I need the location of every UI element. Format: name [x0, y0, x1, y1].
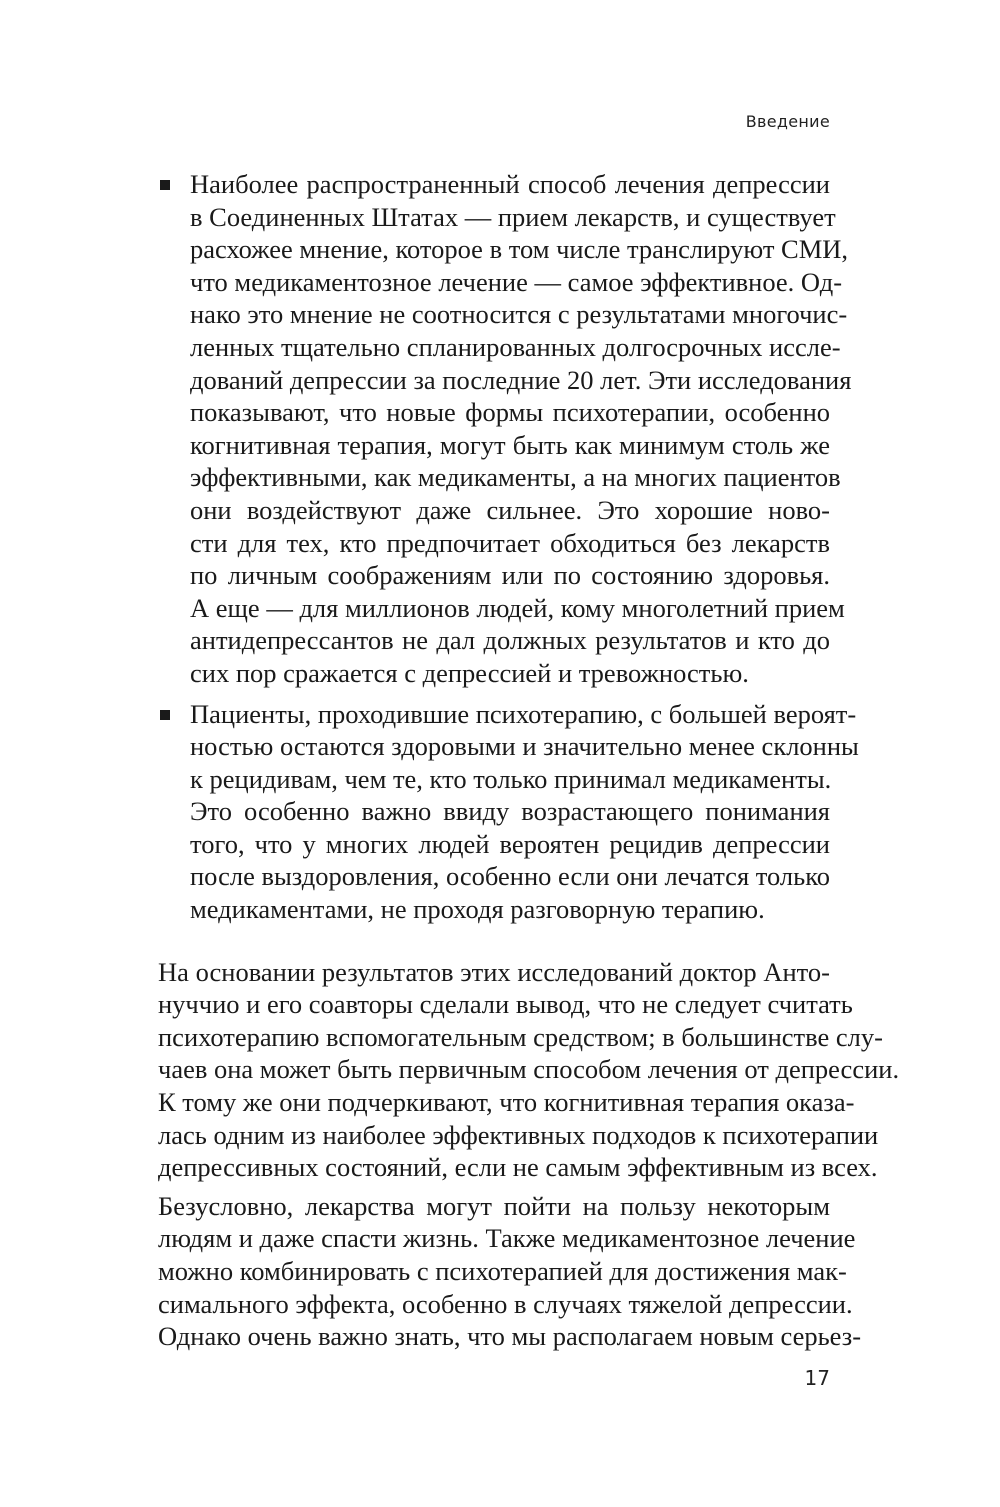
running-header: Введение [745, 112, 830, 131]
text-line: в Соединенных Штатах — прием лекарств, и существует [190, 201, 836, 232]
text-line: дований депрессии за последние 20 лет. Эти исследования [190, 364, 852, 395]
text-line: А еще — для миллионов людей, кому многолетний прием [190, 592, 845, 623]
text-line: когнитивная терапия, могут быть как минимум столь же [190, 429, 830, 460]
text-line: нако это мнение не соотносится с результатами многочис- [190, 299, 848, 330]
bullet-item-2 [158, 698, 859, 926]
text-line: медикаментами, не проходя разговорную терапию. [190, 894, 765, 925]
text-line: Пациенты, проходившие психотерапию, с большей вероят- [190, 698, 857, 729]
text-line: эффективными, как медикаменты, а на многих пациентов [190, 462, 841, 493]
text-line: Это особенно важно ввиду возрастающего понимания [190, 796, 830, 827]
page-body [158, 168, 900, 1353]
text-line: Наиболее распространенный способ лечения депрессии [190, 169, 830, 199]
text-line: нуччио и его соавторы сделали вывод, что не следует считать [158, 989, 853, 1020]
bullet-text [190, 698, 859, 926]
page-number: 17 [804, 1366, 830, 1390]
text-line: антидепрессантов не дал должных результатов и кто до [190, 625, 830, 656]
text-line: сих пор сражается с депрессией и тревожностью. [190, 657, 749, 688]
bullet-item-1 [158, 168, 852, 690]
text-line: симального эффекта, особенно в случаях тяжелой депрессии. [158, 1288, 853, 1319]
text-line: ностью остаются здоровыми и значительно менее склонны [190, 731, 859, 762]
text-line: можно комбинировать с психотерапией для достижения мак- [158, 1256, 847, 1286]
text-line: ленных тщательно спланированных долгосрочных иссле- [190, 331, 841, 362]
text-line: чаев она может быть первичным способом лечения от депрессии. [158, 1054, 900, 1085]
bullet-list [158, 168, 859, 926]
text-line: лась одним из наиболее эффективных подходов к психотерапии [158, 1119, 879, 1150]
text-line: они воздействуют даже сильнее. Это хорошие ново- [190, 494, 830, 525]
text-line: к рецидивам, чем те, кто только принимал медикаменты. [190, 763, 832, 794]
text-line: людям и даже спасти жизнь. Также медикаментозное лечение [158, 1223, 856, 1254]
text-line: показывают, что новые формы психотерапии, особенно [190, 397, 830, 428]
text-line: Безусловно, лекарства могут пойти на пользу некоторым [158, 1190, 830, 1221]
square-bullet-icon [160, 710, 170, 720]
paragraph-1 [158, 956, 900, 1184]
text-line: К тому же они подчеркивают, что когнитивная терапия оказа- [158, 1087, 855, 1118]
text-line: сти для тех, кто предпочитает обходиться без лекарств [190, 527, 830, 558]
text-line: что медикаментозное лечение — самое эффективное. Од- [190, 266, 843, 297]
text-line: депрессивных состояний, если не самым эффективным из всех. [158, 1152, 878, 1183]
bullet-text [190, 168, 852, 690]
square-bullet-icon [160, 180, 170, 190]
text-line: после выздоровления, особенно если они лечатся только [190, 861, 830, 892]
text-line: того, что у многих людей вероятен рецидив депрессии [190, 828, 830, 859]
text-line: расхожее мнение, которое в том числе транслируют СМИ, [190, 234, 849, 265]
text-line: по личным соображениям или по состоянию здоровья. [190, 560, 830, 591]
text-line: Однако очень важно знать, что мы располагаем новым серьез- [158, 1321, 862, 1352]
text-line: На основании результатов этих исследований доктор Анто- [158, 956, 830, 987]
paragraph-2 [158, 1190, 862, 1353]
text-line: психотерапию вспомогательным средством; в большинстве слу- [158, 1021, 883, 1052]
